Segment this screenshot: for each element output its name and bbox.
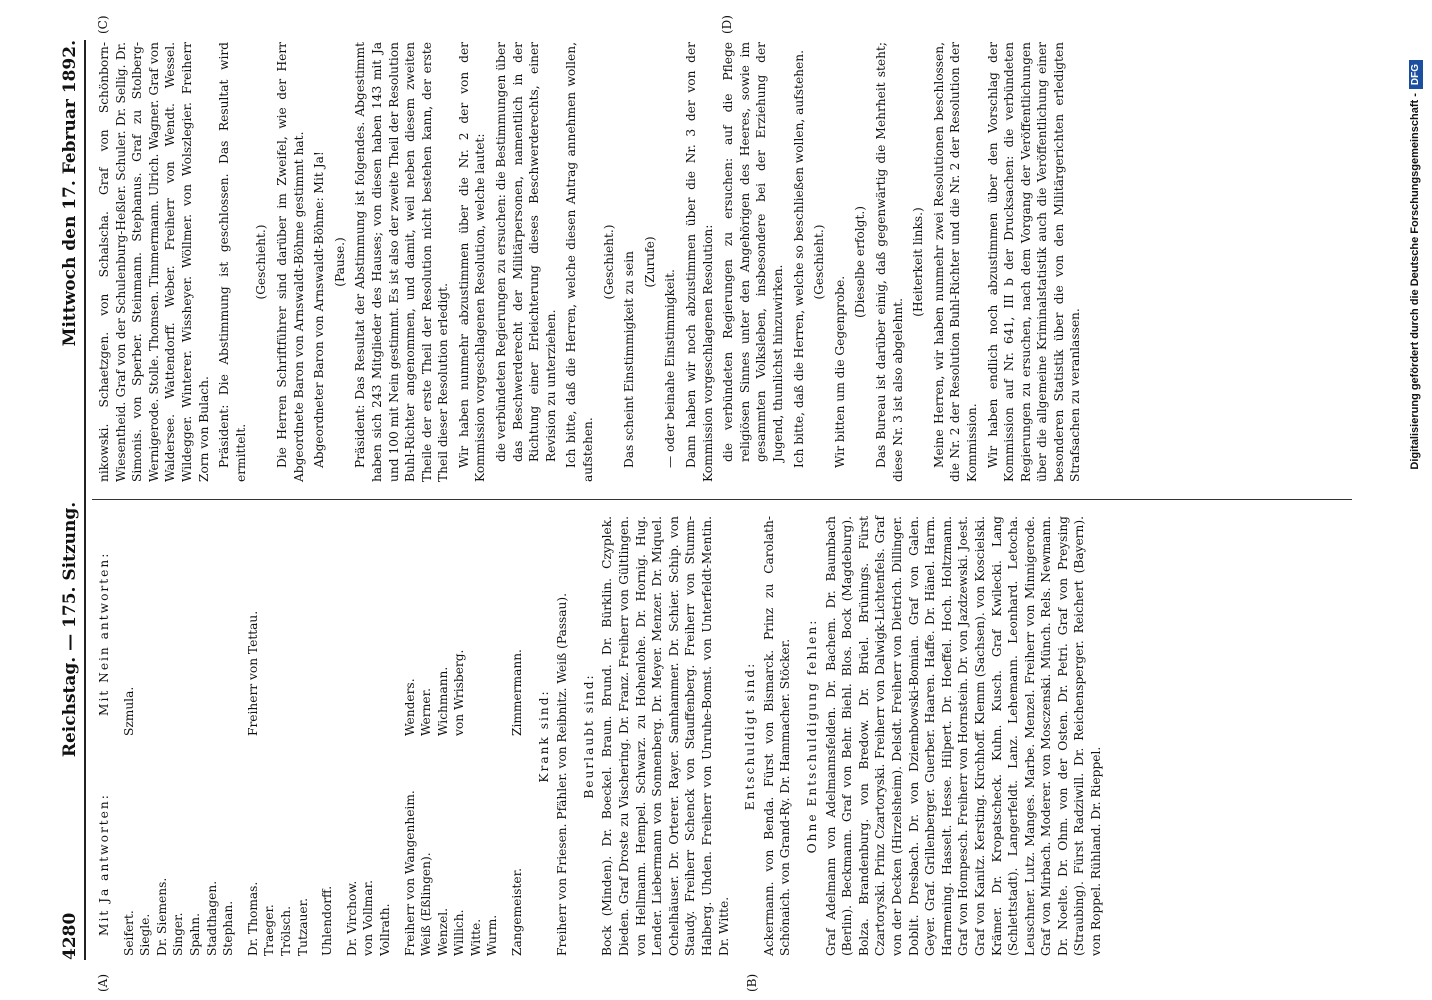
list-item: Tutzauer. <box>295 898 310 956</box>
paragraph: Dann haben wir noch abzustimmen über die Nr. 3 der von der Kommission vorgeschlagenen Resolution: <box>684 42 715 482</box>
paragraph: Präsident: Das Resultat der Abstimmung ist folgendes. Abgestimmt haben sich 243 Mitglieder des Hauses; von diesen haben 143 mit Ja und 100 mit Nein gestimmt. Es ist also der zweite Theil der Resolution Buhl-Richter angenommen, und damit, weil neben diesem zweiten Theile der erste Theil der Resolution nicht bestehen kann, der erste Theil dieser Resolution erledigt. <box>353 42 451 482</box>
paragraph: — oder beinahe Einstimmigkeit. <box>663 269 678 468</box>
leave-heading: Beurlaubt sind: <box>581 673 596 799</box>
stage-direction: (Heiterkeit links.) <box>911 207 926 317</box>
sick-list: Freiherr von Friesen. Pfähler. von Reibnitz. Weiß (Passau). <box>555 593 570 956</box>
stage-direction: (Pause.) <box>332 237 347 287</box>
paragraph: Das Bureau ist darüber einig, daß gegenwärtig die Mehrheit steht; diese Nr. 3 ist also abgelehnt. <box>873 42 905 482</box>
list-item: Witte. <box>468 918 483 956</box>
page-title: Reichstag. — 175. Sitzung. <box>60 501 80 758</box>
resolution-quote: die verbündeten Regierungen zu ersuchen: die Bestimmungen über das Beschwerderecht der Militärpersonen, namentlich in der Richtung einer Erleichterung dieses Beschwerderechts, einer Revision zu unterziehen. <box>494 42 558 462</box>
vote-group-z <box>509 516 526 956</box>
list-item: Weiß (Eßlingen). <box>419 852 434 956</box>
list-item: Wenzel. <box>435 908 450 956</box>
session-date: Mittwoch den 17. Februar 1892. <box>60 40 80 347</box>
stage-direction: (Dieselbe erfolgt.) <box>853 206 868 319</box>
no-heading: Mit Nein antworten: <box>97 551 111 716</box>
page-header <box>50 40 86 960</box>
list-item: von Wrisberg. <box>452 649 467 736</box>
list-item: Siegle. <box>138 913 153 956</box>
paragraph: Wir haben endlich noch abzustimmen über den Vorschlag der Kommission auf Nr. 641, III b der Drucksachen: die verbündeten Regierungen zu ersuchen, nach dem Vorgang der Veröffentlichungen über die allgemeine Kriminalstatistik auch die Veröffentlichung einer besonderen Statistik über die von den Militärgerichten erledigten Strafsachen zu veranlassen. <box>985 42 1083 482</box>
list-item: Wenders. <box>402 678 417 736</box>
paragraph: Abgeordneter Baron von Arnswaldt-Böhme: Mit Ja! <box>312 151 327 468</box>
margin-marker-d: (D) <box>720 15 734 34</box>
list-item: Szmula. <box>121 686 136 736</box>
page-number: 4280 <box>60 912 80 960</box>
list-item: Dr. Thomas. <box>245 881 260 956</box>
margin-marker-b: (B) <box>745 973 759 992</box>
paragraph: Das scheint Einstimmigkeit zu sein <box>622 251 637 468</box>
paragraph: Präsident: Die Abstimmung ist geschlossen. Das Resultat wird ermittelt. <box>217 42 248 482</box>
leave-list: Bock (Minden). Dr. Boeckel. Braun. Brund. Dr. Bürklin. Czyplek. Dieden. Graf Droste zu Vischering. Dr. Franz. Freiherr von Gültlingen. von Hellmann. Hempel. Schwarz. zu Hohenlohe. Dr. Hornig. Hug. Lender. Liebermann von Sonnenberg. Dr. Meyer. Menzer. Dr. Miquel. Ochelhäuser. Dr. Orterer. Rayer. Samhammer. Dr. Schier. Schip. von Staudy. Freiherr Schenck von Stauffenberg. Freiherr von Stumm-Halberg. Uhden. Freiherr von Unruhe-Bomst. von Unterfeldt-Mentin. Dr. Witte. <box>600 516 731 956</box>
list-item: Seifert. <box>121 910 136 956</box>
list-item: Freiherr von Tettau. <box>245 610 260 736</box>
left-column <box>96 516 1109 956</box>
stage-direction: (Zurufe) <box>642 236 657 288</box>
continued-names: nikowski. Schaetzgen. von Schalscha. Graf von Schönborn-Wiesentheid. Graf von der Schulenburg-Heßler. Schuler. Dr. Sellig. Dr. Simonis. von Sperber. Steinmann. Stephanus. Graf zu Stolberg-Wernigerode. Stolle. Thomsen. Timmermann. Ulrich. Wagner. Graf von Waldersee. Wattendorff. Weber. Freiherr von Wendt. Wessel. Wildegger. Winterer. Wissheyer. Wöllmer. von Wolszlegier. Freiherr Zorn von Bulach. <box>97 42 211 482</box>
list-item: Willich. <box>452 909 467 956</box>
column-divider <box>92 499 1352 500</box>
list-item: Zimmermann. <box>510 649 525 736</box>
excused-list: Ackermann. von Benda. Fürst von Bismarck. Prinz zu Carolath-Schönaich. von Grand-Ry. Dr. Hammacher. Stöcker. <box>761 516 793 956</box>
absent-list: Graf Adelmann von Adelmannsfelden. Dr. Bachem. Dr. Baumbach (Berlin). Beckmann. Graf von Behr. Biehl. Blos. Bock (Magdeburg). Bolza. Brandenburg. von Bredow. Dr. Brüel. Brünings. Fürst Czartoryski. Prinz Czartoryski. Freiherr von Dalwigk-Lichtenfels. Graf von der Decken (Hirzelsheim). Delsdt. Freiherr von Dietrich. Dillinger. Doblit. Dresbach. Dr. von Dziembowski-Bomian. Graf von Galen. Geyer. Graf. Grillenberger. Guerber. Haaren. Haffe. Dr. Hänel. Harm. Harmening. Hasselt. Hesse. Hilpert. Dr. Hoeffel. Hoch. Holtzmann. Graf von Hompesch. Freiherr von Hornstein. Dr. von Jazdzewski. Joest. Graf von Kanitz. Kersting. Kirchhoff. Klemm (Sachsen). von Koscielski. Krämer. Dr. Kropatscheck. Kuhn. Kusch. Graf Kwilecki. Lang (Schlettstadt). Langerfeldt. Lanz. Lehemann. Leonhard. Letocha. Leuschner. Lutz. Manges. Marbe. Menzel. Freiherr von Minnigerode. Graf von Mirbach. Moderer. von Mosczenski. Münch. Rels. Newmann. Dr. Noelte. Dr. Ohm. von der Osten. Dr. Petri. Graf von Preysing (Straubing). Fürst Radziwill. Dr. Reichensperger. Reichert (Bayern). von Roppel. Rühland. Dr. Rieppel. <box>823 516 1104 956</box>
margin-marker-a: (A) <box>96 973 110 992</box>
list-item: Stadthagen. <box>204 880 219 956</box>
resolution-quote: die verbündeten Regierungen zu ersuchen: auf die Pflege religiösen Sinnes unter den Angehörigen des Heeres, sowie im gesammten Volksleben, insbesondere bei der Erziehung der Jugend, thunlichst hinzuwirken. <box>721 42 785 462</box>
list-item: Stephan. <box>221 900 236 956</box>
paragraph: Wir haben nunmehr abzustimmen über die Nr. 2 der von der Kommission vorgeschlagenen Resolution, welche lautet: <box>456 42 488 482</box>
paragraph: Wir bitten um die Gegenprobe. <box>832 275 847 468</box>
vote-group-w <box>402 516 502 956</box>
paragraph: Ich bitte, daß die Herren, welche diesen Antrag annehmen wollen, aufstehen. <box>564 42 596 482</box>
paragraph: Die Herren Schriftführer sind darüber im Zweifel, wie der Herr Abgeordnete Baron von Arnswaldt-Böhme gestimmt hat. <box>274 42 306 482</box>
paragraph: Meine Herren, wir haben nunmehr zwei Resolutionen beschlossen, die Nr. 2 der Resolution Buhl-Richter und die Nr. 2 der Resolution der Kommission. <box>931 42 979 482</box>
excused-heading: Entschuldigt sind: <box>743 661 758 811</box>
list-item: Uhlendorff. <box>320 885 335 956</box>
absent-heading: Ohne Entschuldigung fehlen: <box>804 618 819 854</box>
credit-text: Digitalisierung gefördert durch die Deutsche Forschungsgemeinschaft - <box>1409 93 1421 470</box>
stage-direction: (Geschieht.) <box>812 224 827 300</box>
sick-heading: Krank sind: <box>536 689 551 783</box>
list-item: Traeger. <box>262 904 277 956</box>
list-item: Dr. Siemens. <box>154 877 169 956</box>
vote-headings <box>96 516 113 956</box>
list-item: Spahn. <box>187 913 202 956</box>
yes-heading: Mit Ja antworten: <box>97 793 111 936</box>
dfg-logo: DFG <box>1409 60 1423 89</box>
list-item: Wurm. <box>485 914 500 956</box>
list-item: Wichmann. <box>435 666 450 736</box>
vote-group-s <box>121 516 237 956</box>
vote-group-v <box>344 516 394 956</box>
stage-direction: (Geschieht.) <box>601 224 616 300</box>
digitization-credit <box>1403 60 1427 940</box>
list-item: von Vollmar. <box>361 880 376 956</box>
list-item: Dr. Virchow. <box>344 880 359 956</box>
vote-group-u <box>319 516 336 956</box>
paragraph: Ich bitte, daß die Herren, welche so beschließen wollen, aufstehen. <box>791 50 806 468</box>
list-item: Trölsch. <box>278 906 293 956</box>
list-item: Werner. <box>419 688 434 736</box>
margin-marker-c: (C) <box>96 15 110 34</box>
list-item: Vollrath. <box>377 903 392 956</box>
list-item: Zangemeister. <box>510 868 525 956</box>
vote-group-t <box>245 516 311 956</box>
list-item: Freiherr von Wangenheim. <box>402 790 417 956</box>
stage-direction: (Geschieht.) <box>254 224 269 300</box>
right-column <box>96 42 1088 482</box>
list-item: Singer. <box>171 912 186 956</box>
